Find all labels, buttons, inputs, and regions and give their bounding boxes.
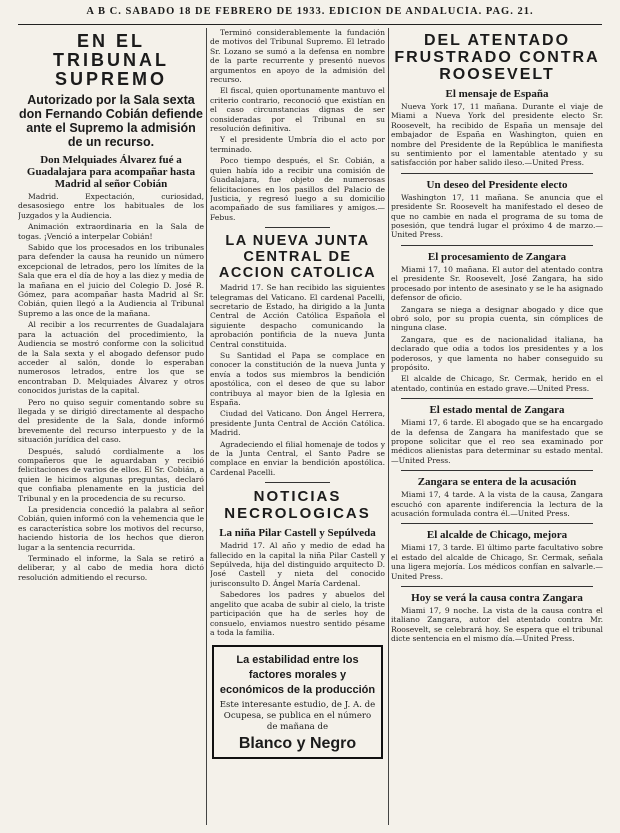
paragraph: Zangara, que es de nacionalidad italiana, ha declarado que odia a todos los presidentes y a los poderosos, y que lamenta no haber conseguido su propósito. — [391, 334, 603, 372]
paragraph: El alcalde de Chicago, Sr. Cermak, herido en el atentado, continúa en estado grave.—United Press. — [391, 374, 603, 393]
ad-brand: Blanco y Negro — [238, 735, 357, 753]
page-header: A B C. SÁBADO 18 DE FEBRERO DE 1933. EDICIÓN DE ANDALUCÍA. PAG. 21. — [86, 6, 534, 17]
paragraph: Miami 17, 6 tarde. El abogado que se ha encargado de la defensa de Zangara ha manifestado que se propone solicitar que el reo sea examinado por médicos alienistas para determinar su estado mental.—United Press. — [391, 418, 603, 465]
paragraph: Miami 17, 4 tarde. A la vista de la causa, Zangara escuchó con aparente indiferencia la lectura de la acusación formulada contra él.—United Press. — [391, 490, 603, 518]
paragraph: Zangara se niega a designar abogado y dice que obró solo, por su propia cuenta, sin cómplices de ninguna clase. — [391, 304, 603, 333]
section-rule — [265, 482, 330, 483]
section-heading: Hoy se verá la causa contra Zangara — [411, 592, 583, 605]
paragraph: Miami 17, 3 tarde. El último parte facultativo sobre el estado del alcalde de Chicago, Sr. Cermak, señala una ligera mejoría. Los médicos confían en salvarle.—United Press. — [391, 543, 603, 581]
paragraph: Terminó considerablemente la fundación de motivos del Tribunal Supremo. El letrado Sr. Lozano se sumó a la defensa en nombre de la parte recurrente y presentó nuevos argumentos en apoyo de la admisión del recurso. — [210, 28, 385, 85]
paragraph: La presidencia concedió la palabra al señor Cobián, quien informó con la vehemencia que le es característica sobre los motivos del recurso, haciendo historia de los hechos que dieron lugar a la sentencia recurrida. — [18, 505, 204, 552]
paragraph: El fiscal, quien oportunamente mantuvo el criterio contrario, reconoció que existían en el caso circunstancias dignas de ser consideradas por el Tribunal en su resolución definitiva. — [210, 86, 385, 134]
article-title-roosevelt: DEL ATENTADO FRUSTRADO CONTRA ROOSEVELT — [394, 32, 600, 83]
article-subtitle-tribunal: Autorizado por la Sala sexta don Fernando Cobián defiende ante el Supremo la admisión de un recurso. — [18, 93, 204, 149]
paragraph: Agradeciendo el filial homenaje de todos y de la Junta Central, el Santo Padre se complace en enviar la bendición apostólica. Cardenal Pacelli. — [210, 439, 385, 477]
section-rule — [401, 586, 593, 587]
paragraph: Miami 17, 9 noche. La vista de la causa contra el italiano Zangara, autor del atentado contra Mr. Roosevelt, se celebrará hoy. Se espera que el tribunal dicte sentencia en el mismo día.—United Press. — [391, 606, 603, 644]
paragraph: Pero no quiso seguir comentando sobre su llegada y se dirigió directamente al despacho del presidente de la Sala, donde informó brevemente del recurso interpuesto y de la situación jurídica del caso. — [18, 397, 204, 445]
paragraph: Su Santidad el Papa se complace en conocer la constitución de la nueva Junta y envía a todos sus miembros la bendición apostólica, con el deseo de que su labor contribuya al mayor bien de la Iglesia en España. — [210, 350, 385, 407]
column-3 — [391, 28, 603, 825]
section-rule — [401, 523, 593, 524]
section-heading: El alcalde de Chicago, mejora — [426, 529, 568, 542]
advertisement-box — [212, 645, 383, 759]
paragraph: Nueva York 17, 11 mañana. Durante el viaje de Miami a Nueva York del presidente electo Sr. Roosevelt, ha recibido de España un mensaje del embajador de España en Washington, quien en nombre del Presidente de la República le manifiesta su sentimiento por el lamentable atentado y su satisfacción por haber salido ileso.—United Press. — [391, 102, 603, 168]
ad-lead: La estabilidad entre los factores morales y económicos de la producción — [219, 654, 376, 697]
column-1 — [18, 28, 204, 825]
section-heading: El procesamiento de Zangara — [427, 250, 567, 263]
paragraph: Sabido que los procesados en los tribunales para defender la causa ha reunido un número excepcional de letrados, pero los límites de la Sala que era el día de hoy a las diez y media de la mañana en el juicio del Colegio D. José R. Gómez, para acompañar hasta Madrid al Sr. Cobián, quien llegó a la Audiencia al Tribunal Supremo a las once de la mañana. — [18, 243, 204, 318]
ad-body: Este interesante estudio, de J. A. de Ocupesa, se publica en el número de mañana de — [219, 700, 376, 733]
article-title-necrologicas: NOTICIAS NECROLOGICAS — [224, 488, 371, 523]
section-rule — [401, 173, 593, 174]
section-rule — [265, 227, 330, 228]
paragraph: Ciudad del Vaticano. Don Ángel Herrera, presidente Junta Central de Acción Católica. Madrid. — [210, 409, 385, 438]
column-divider — [388, 28, 389, 825]
paragraph: Madrid 17. Se han recibido las siguientes telegramas del Vaticano. El cardenal Pacelli, secretario de Estado, ha dirigido a la Junta Central de Acción Católica Española el siguiente despacho comunicando la aprobación pontificia de la nueva Junta Central constituida. — [210, 283, 385, 349]
article-subhead-pilar: La niña Pilar Castell y Sepúlveda — [219, 527, 376, 540]
column-divider — [206, 28, 207, 825]
paragraph: Terminado el informe, la Sala se retiró a deliberar, y al cabo de media hora dictó resolución admitiendo el recurso. — [18, 554, 204, 582]
header-rule — [18, 24, 602, 25]
paragraph: Al recibir a los recurrentes de Guadalajara para la actuación del procedimiento, la Audiencia se mostró conforme con la solicitud de la Sala sexta y el abogado defensor pudo acceder al salón, donde lo esperaban numerosos letrados, entre los que se encontraban D. Melquiades Álvarez y otros conocidos juristas de la capital. — [18, 320, 204, 396]
column-2 — [210, 28, 385, 825]
section-rule — [401, 470, 593, 471]
paragraph: Madrid. Expectación, curiosidad, desasosiego entre los habituales de los Juzgados y la Audiencia. — [18, 192, 204, 220]
section-heading: Zangara se entera de la acusación — [417, 476, 577, 489]
paragraph: Después, saludó cordialmente a los compañeros que le aguardaban y recibió felicitaciones de varios de ellos. El Sr. Cobián, a quien le hicimos algunas preguntas, declaró que confiaba plenamente en la justicia del Tribunal y en la procedencia de su recurso. — [18, 446, 204, 503]
section-rule — [401, 398, 593, 399]
article-title-tribunal: EN EL TRIBUNAL SUPREMO — [53, 31, 169, 89]
article-title-accion-catolica: LA NUEVA JUNTA CENTRAL DE ACCION CATOLICA — [218, 233, 377, 282]
section-rule — [401, 245, 593, 246]
paragraph: Madrid 17. Al año y medio de edad ha fallecido en la capital la niña Pilar Castell y Sepúlveda, hija del distinguido arquitecto D. José Castell y nieta del conocido jurisconsulto D. Ángel María Cardenal. — [210, 541, 385, 588]
paragraph: Washington 17, 11 mañana. Se anuncia que el presidente Sr. Roosevelt ha manifestado el deseo de que no cambie en nada el programa de su toma de posesión, que tendrá lugar el próximo 4 de marzo.—United Press. — [391, 192, 603, 240]
paragraph: Sabedores los padres y abuelos del angelito que acaba de subir al cielo, la triste participación que ha de serles hoy de consuelo, enviamos nuestro sentido pésame a toda la familia. — [210, 590, 385, 637]
paragraph: Animación extraordinaria en la Sala de togas. ¡Venció a interpelar Cobián! — [18, 222, 204, 241]
paragraph: Poco tiempo después, el Sr. Cobián, a quien había ido a recibir una comisión de Guadalajara, fue objeto de numerosas felicitaciones en los pasillos del Palacio de Justicia, y regresó luego a su domicilio acompañado de sus familiares y amigos.—Febus. — [210, 156, 385, 222]
article-subhead-melquiades: Don Melquiades Álvarez fué a Guadalajara para acompañar hasta Madrid al señor Cobián — [26, 154, 196, 190]
section-heading: El mensaje de España — [445, 88, 549, 100]
paragraph: Miami 17, 10 mañana. El autor del atentado contra el presidente Sr. Roosevelt, José Zangara, ha sido procesado por intento de asesinato y se le ha asignado defensor de oficio. — [391, 264, 603, 303]
section-heading: Un deseo del Presidente electo — [426, 178, 568, 191]
section-heading: El estado mental de Zangara — [429, 404, 565, 417]
paragraph: Y el presidente Umbría dio el acto por terminado. — [210, 135, 385, 154]
